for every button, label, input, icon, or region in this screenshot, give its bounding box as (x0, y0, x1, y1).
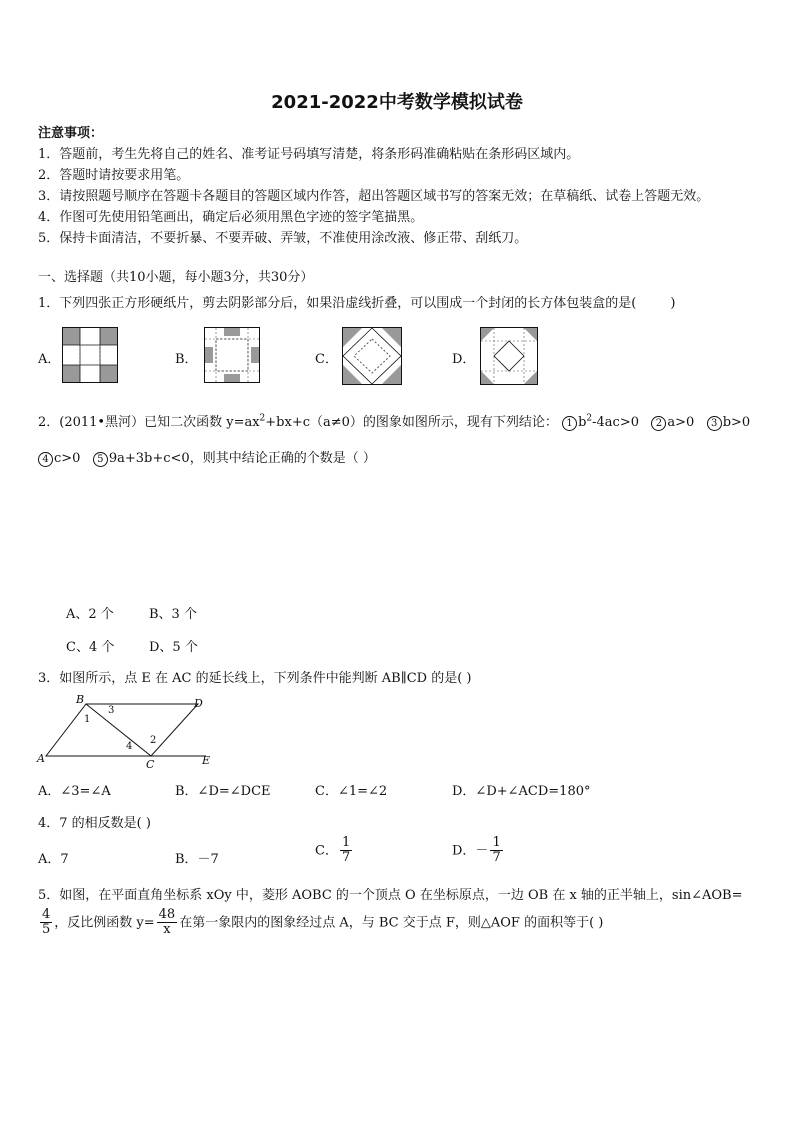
q1-stem: 1．下列四张正方形硬纸片，剪去阴影部分后，如果沿虚线折叠，可以围成一个封闭的长方体包装盒的是( ) (38, 296, 676, 311)
q1-option-d-label: D． (452, 352, 476, 367)
page-title: 2021-2022中考数学模拟试卷 (271, 92, 523, 113)
q3-angle-4: 4 (126, 741, 133, 752)
q3-option-b: B．∠D=∠DCE (175, 784, 271, 799)
q3-option-d: D．∠D+∠ACD=180° (452, 784, 591, 799)
q2-stem-line2: 4 c>0 5 9a+3b+c<0，则其中结论正确的个数是（ ） (38, 447, 376, 467)
q4-option-c: C． $\frac{1}{7}$ (315, 835, 351, 866)
q4-option-a: A．7 (38, 852, 69, 867)
section-heading: 一、选择题（共10小题，每小题3分，共30分） (38, 270, 314, 285)
q3-label-d: D (194, 697, 203, 710)
q5-stem-line1: 5．如图，在平面直角坐标系 xOy 中，菱形 AOBC 的一个顶点 O 在坐标原点，一边 OB 在 x 轴的正半轴上，sin∠AOB= (38, 888, 743, 903)
notice-item-1: 1．答题前，考生先将自己的姓名、准考证号码填写清楚，将条形码准确粘贴在条形码区域内。 (38, 147, 580, 162)
notice-heading: 注意事项： (38, 126, 104, 141)
q1-option-c-label: C． (315, 352, 338, 367)
q2-option-c: C、4 个 (66, 640, 115, 655)
q5-stem-line2: $\frac{4}{5}$ ，反比例函数 y= $\frac{48}{x}$ 在第一象限内的图象经过点 A，与 BC 交于点 F，则△AOF 的面积等于( ) (42, 907, 604, 938)
q1-option-a-figure (62, 327, 118, 383)
q3-angle-3: 3 (108, 705, 115, 716)
q3-stem: 3．如图所示，点 E 在 AC 的延长线上，下列条件中能判断 AB∥CD 的是( ) (38, 671, 472, 686)
q3-label-c: C (146, 758, 155, 770)
notice-item-5: 5．保持卡面清洁，不要折暴、不要弄破、弄皱，不准使用涂改液、修正带、刮纸刀。 (38, 231, 528, 246)
q3-label-e: E (202, 754, 211, 767)
q3-angle-1: 1 (84, 714, 91, 725)
q4-stem: 4．7 的相反数是( ) (38, 816, 151, 831)
q2-option-b: B、3 个 (149, 607, 197, 622)
q2-option-a: A、2 个 (66, 607, 114, 622)
q4-option-b: B．－7 (175, 852, 219, 867)
q1-option-a-label: A． (38, 352, 61, 367)
q3-label-b: B (76, 694, 85, 706)
q1-option-c-figure (342, 327, 402, 385)
q1-option-d-figure (480, 327, 538, 385)
notice-item-4: 4．作图可先使用铅笔画出，确定后必须用黑色字迹的签字笔描黑。 (38, 210, 424, 225)
q3-angle-2: 2 (150, 735, 157, 746)
q2-stem-line1: 2．(2011•黑河）已知二次函数 $y=ax^2+bx+c(a\ne 0)$的图象如图所示，现有下列结论： 1 $b^2-4ac>0$ 2 a>0 3 b>0 (38, 413, 751, 430)
q3-figure (36, 694, 216, 770)
q3-label-a: A (37, 752, 45, 765)
notice-item-2: 2．答题时请按要求用笔。 (38, 168, 190, 183)
q3-option-a: A．∠3=∠A (38, 784, 111, 799)
q3-option-c: C．∠1=∠2 (315, 784, 388, 799)
q1-option-b-label: B． (175, 352, 198, 367)
q1-option-b-figure (204, 327, 260, 383)
notice-item-3: 3．请按照题号顺序在答题卡各题目的答题区域内作答，超出答题区域书写的答案无效；在草稿纸、试卷上答题无效。 (38, 189, 710, 204)
q4-option-d: D．－ $\frac{1}{7}$ (452, 835, 501, 866)
q2-option-d: D、5 个 (149, 640, 198, 655)
